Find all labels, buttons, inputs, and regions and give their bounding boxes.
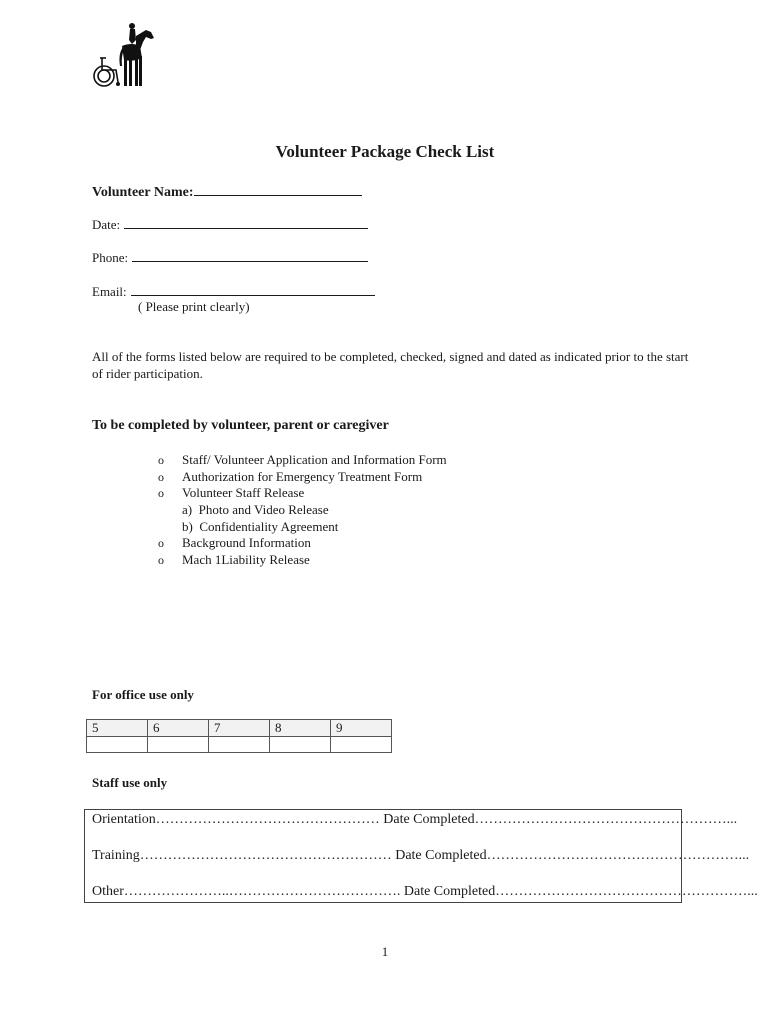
checkbox-bullet: o xyxy=(158,469,164,484)
table-cell[interactable] xyxy=(270,737,331,753)
table-cell[interactable] xyxy=(331,737,392,753)
section-heading: To be completed by volunteer, parent or caregiver xyxy=(92,418,389,433)
intro-paragraph: All of the forms listed below are required to be completed, checked, signed and dated as indicated prior to the start of rider participation. xyxy=(92,349,689,381)
volunteer-name-label: Volunteer Name: xyxy=(92,185,194,200)
list-item-label: Authorization for Emergency Treatment Form xyxy=(182,468,423,484)
table-cell[interactable] xyxy=(87,737,148,753)
list-item-label: Staff/ Volunteer Application and Information Form xyxy=(182,452,447,467)
staff-row-training[interactable]: Training……………………………………………… Date Completed………………………………………………... xyxy=(92,848,750,863)
print-note: ( Please print clearly) xyxy=(138,299,250,314)
horse-rider-wheelchair-icon xyxy=(88,20,164,92)
staff-use-box xyxy=(84,809,758,903)
email-label: Email: xyxy=(92,284,127,299)
list-item-label: Volunteer Staff Release xyxy=(182,485,305,501)
phone-line[interactable] xyxy=(132,249,368,262)
phone-label: Phone: xyxy=(92,250,129,265)
table-cell[interactable] xyxy=(209,737,270,753)
list-subitem-label: b) Confidentiality Agreement xyxy=(182,518,339,534)
staff-row-other[interactable]: Other…………………..………………………………. Date Completed………………………………………………... xyxy=(92,884,758,899)
email-line[interactable] xyxy=(131,283,375,296)
table-header-cell: 6 xyxy=(148,720,209,737)
organization-logo xyxy=(88,20,164,92)
table-cell[interactable] xyxy=(148,737,209,753)
email-field[interactable] xyxy=(92,283,375,300)
staff-use-heading: Staff use only xyxy=(92,775,168,790)
table-header-cell: 9 xyxy=(331,720,392,737)
list-item-label: Background Information xyxy=(182,535,311,551)
list-item-label: Mach 1Liability Release xyxy=(182,552,310,568)
volunteer-name-line[interactable] xyxy=(194,182,362,196)
date-label: Date: xyxy=(92,217,121,232)
office-use-heading: For office use only xyxy=(92,687,194,702)
page-number: 1 xyxy=(381,944,389,959)
checkbox-bullet: o xyxy=(158,486,164,501)
checkbox-bullet: o xyxy=(158,536,164,551)
office-use-table xyxy=(86,719,392,753)
table-header-cell: 8 xyxy=(270,720,331,737)
checkbox-bullet: o xyxy=(158,453,164,467)
staff-row-orientation[interactable]: Orientation………………………………………… Date Completed………………………………………………... xyxy=(92,812,738,827)
document-title: Volunteer Package Check List xyxy=(275,142,495,161)
checkbox-bullet: o xyxy=(158,553,164,568)
date-field[interactable] xyxy=(92,216,368,233)
volunteer-name-field[interactable] xyxy=(92,182,362,201)
table-header-cell: 7 xyxy=(209,720,270,737)
list-subitem-label: a) Photo and Video Release xyxy=(182,502,329,518)
table-header-cell: 5 xyxy=(87,720,148,737)
date-line[interactable] xyxy=(124,216,368,229)
phone-field[interactable] xyxy=(92,249,368,266)
